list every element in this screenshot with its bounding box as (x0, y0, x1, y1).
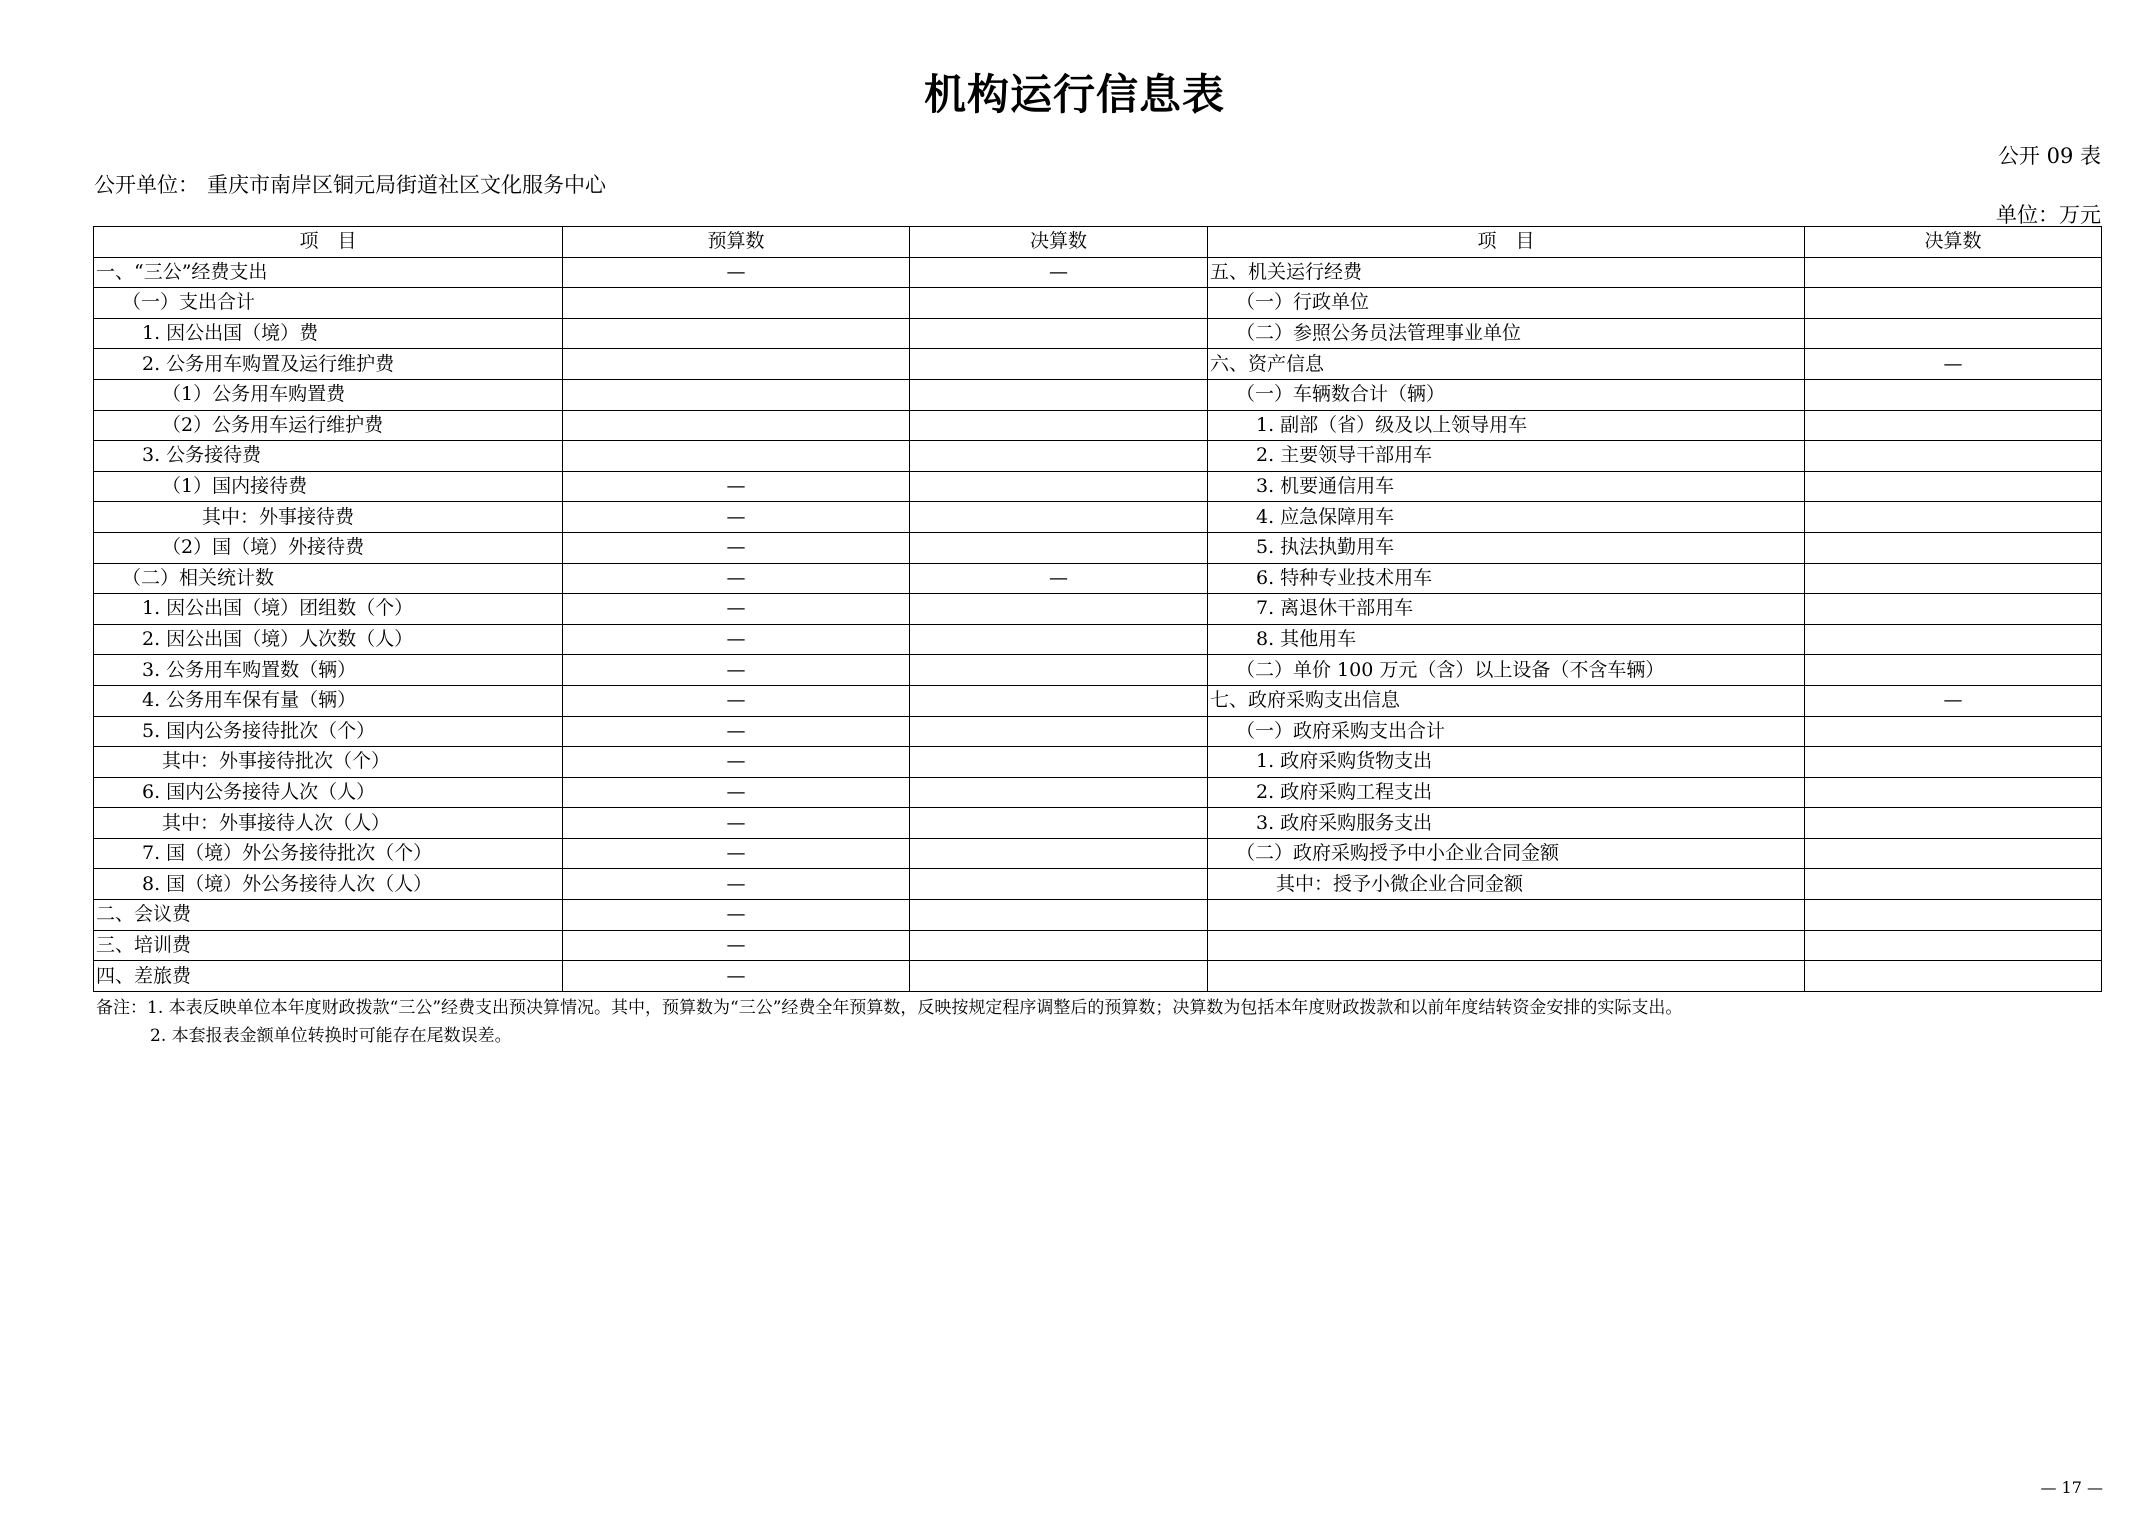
final-cell (910, 777, 1208, 808)
final-cell (910, 624, 1208, 655)
budget-cell (563, 410, 910, 441)
final-cell (910, 838, 1208, 869)
final-right-cell (1805, 288, 2102, 319)
item-left-cell: （二）相关统计数 (94, 563, 563, 594)
budget-cell (563, 441, 910, 472)
item-left-cell: 6. 国内公务接待人次（人） (94, 777, 563, 808)
item-left-cell: 1. 因公出国（境）团组数（个） (94, 594, 563, 625)
final-right-cell (1805, 900, 2102, 931)
table-row (94, 257, 2102, 288)
item-right-cell: 七、政府采购支出信息 (1208, 685, 1805, 716)
final-cell (910, 930, 1208, 961)
final-cell: — (910, 257, 1208, 288)
page-title: 机构运行信息表 (923, 70, 1225, 119)
final-right-cell (1805, 594, 2102, 625)
notes (96, 994, 1682, 1050)
table-row (94, 349, 2102, 380)
item-left-cell: 8. 国（境）外公务接待人次（人） (94, 869, 563, 900)
final-cell (910, 869, 1208, 900)
table-row (94, 655, 2102, 686)
final-right-cell (1805, 318, 2102, 349)
item-right-cell: （一）政府采购支出合计 (1208, 716, 1805, 747)
table-row (94, 900, 2102, 931)
budget-cell: — (563, 900, 910, 931)
item-right-cell: 3. 机要通信用车 (1208, 471, 1805, 502)
final-right-cell (1805, 655, 2102, 686)
final-right-cell (1805, 502, 2102, 533)
item-left-cell: 其中：外事接待批次（个） (94, 747, 563, 778)
final-right-cell (1805, 930, 2102, 961)
item-right-cell (1208, 961, 1805, 992)
item-right-cell: 6. 特种专业技术用车 (1208, 563, 1805, 594)
reporting-unit-name: 重庆市南岸区铜元局街道社区文化服务中心 (207, 173, 606, 197)
item-left-cell: 三、培训费 (94, 930, 563, 961)
budget-cell: — (563, 716, 910, 747)
final-cell: — (910, 563, 1208, 594)
form-number: 公开 09 表 (1997, 144, 2101, 168)
item-left-cell: （1）公务用车购置费 (94, 379, 563, 410)
budget-cell: — (563, 655, 910, 686)
item-left-cell: 其中：外事接待费 (94, 502, 563, 533)
item-left-cell: （1）国内接待费 (94, 471, 563, 502)
item-right-cell: （一）行政单位 (1208, 288, 1805, 319)
final-cell (910, 318, 1208, 349)
final-right-cell (1805, 869, 2102, 900)
final-cell (910, 747, 1208, 778)
budget-cell: — (563, 624, 910, 655)
budget-cell (563, 349, 910, 380)
table-row (94, 441, 2102, 472)
final-right-cell (1805, 257, 2102, 288)
budget-cell (563, 288, 910, 319)
budget-cell: — (563, 685, 910, 716)
table-row (94, 930, 2102, 961)
final-right-cell (1805, 716, 2102, 747)
item-right-cell: 4. 应急保障用车 (1208, 502, 1805, 533)
final-cell (910, 410, 1208, 441)
item-left-cell: 3. 公务接待费 (94, 441, 563, 472)
budget-cell: — (563, 777, 910, 808)
item-right-cell: 5. 执法执勤用车 (1208, 532, 1805, 563)
item-left-cell: 四、差旅费 (94, 961, 563, 992)
reporting-unit (94, 170, 614, 200)
final-cell (910, 716, 1208, 747)
final-cell (910, 502, 1208, 533)
item-right-cell: 8. 其他用车 (1208, 624, 1805, 655)
budget-cell: — (563, 502, 910, 533)
final-right-cell (1805, 777, 2102, 808)
final-cell (910, 349, 1208, 380)
final-right-cell: — (1805, 349, 2102, 380)
final-right-cell (1805, 563, 2102, 594)
note-2: 2. 本套报表金额单位转换时可能存在尾数误差。 (150, 1026, 512, 1046)
item-left-cell: 2. 公务用车购置及运行维护费 (94, 349, 563, 380)
budget-cell: — (563, 930, 910, 961)
table-row (94, 747, 2102, 778)
item-left-cell: 一、“三公”经费支出 (94, 257, 563, 288)
final-cell (910, 685, 1208, 716)
budget-cell: — (563, 563, 910, 594)
item-right-cell: （二）单价 100 万元（含）以上设备（不含车辆） (1208, 655, 1805, 686)
budget-cell: — (563, 747, 910, 778)
table-row (94, 563, 2102, 594)
header-final-right: 决算数 (1805, 227, 2102, 258)
item-right-cell: （一）车辆数合计（辆） (1208, 379, 1805, 410)
item-left-cell: 7. 国（境）外公务接待批次（个） (94, 838, 563, 869)
final-cell (910, 379, 1208, 410)
final-cell (910, 532, 1208, 563)
budget-cell: — (563, 594, 910, 625)
table-row (94, 318, 2102, 349)
item-right-cell (1208, 930, 1805, 961)
budget-cell: — (563, 257, 910, 288)
final-cell (910, 900, 1208, 931)
final-right-cell (1805, 532, 2102, 563)
page-number: — 17 — (2040, 1478, 2103, 1497)
item-left-cell: 3. 公务用车购置数（辆） (94, 655, 563, 686)
item-right-cell: 六、资产信息 (1208, 349, 1805, 380)
item-right-cell (1208, 900, 1805, 931)
item-right-cell: （二）政府采购授予中小企业合同金额 (1208, 838, 1805, 869)
final-cell (910, 471, 1208, 502)
item-right-cell: 1. 政府采购货物支出 (1208, 747, 1805, 778)
budget-cell: — (563, 869, 910, 900)
table-row (94, 379, 2102, 410)
item-right-cell: 五、机关运行经费 (1208, 257, 1805, 288)
table-row (94, 532, 2102, 563)
item-left-cell: （2）公务用车运行维护费 (94, 410, 563, 441)
table-row (94, 410, 2102, 441)
table-row (94, 716, 2102, 747)
table-row (94, 838, 2102, 869)
item-right-cell: 其中：授予小微企业合同金额 (1208, 869, 1805, 900)
table-row (94, 594, 2102, 625)
table-row (94, 471, 2102, 502)
table-row (94, 685, 2102, 716)
final-cell (910, 808, 1208, 839)
final-right-cell (1805, 808, 2102, 839)
header-item-right: 项 目 (1208, 227, 1805, 258)
final-right-cell (1805, 441, 2102, 472)
budget-cell: — (563, 532, 910, 563)
item-left-cell: 2. 因公出国（境）人次数（人） (94, 624, 563, 655)
money-unit: 单位：万元 (1996, 203, 2101, 227)
table-row (94, 869, 2102, 900)
budget-cell (563, 379, 910, 410)
final-cell (910, 594, 1208, 625)
budget-cell: — (563, 808, 910, 839)
final-right-cell (1805, 379, 2102, 410)
table-row (94, 808, 2102, 839)
header-item-left: 项 目 (94, 227, 563, 258)
budget-cell: — (563, 961, 910, 992)
table-row (94, 961, 2102, 992)
final-right-cell (1805, 624, 2102, 655)
table-header-row (94, 227, 2102, 258)
final-cell (910, 961, 1208, 992)
info-table (93, 226, 2102, 992)
note-1: 备注：1. 本表反映单位本年度财政拨款“三公”经费支出预决算情况。其中，预算数为“三公”经费全年预算数，反映按规定程序调整后的预算数；决算数为包括本年度财政拨款和以前年度结转资金安排的实际支出。 (96, 998, 1683, 1018)
final-right-cell (1805, 410, 2102, 441)
item-left-cell: 二、会议费 (94, 900, 563, 931)
final-cell (910, 655, 1208, 686)
final-right-cell (1805, 838, 2102, 869)
final-right-cell (1805, 961, 2102, 992)
reporting-unit-label: 公开单位： (94, 173, 199, 197)
budget-cell: — (563, 471, 910, 502)
item-left-cell: 5. 国内公务接待批次（个） (94, 716, 563, 747)
table-row (94, 502, 2102, 533)
table-row (94, 624, 2102, 655)
item-right-cell: 7. 离退休干部用车 (1208, 594, 1805, 625)
budget-cell: — (563, 838, 910, 869)
item-left-cell: 1. 因公出国（境）费 (94, 318, 563, 349)
final-right-cell (1805, 747, 2102, 778)
item-right-cell: 1. 副部（省）级及以上领导用车 (1208, 410, 1805, 441)
final-cell (910, 288, 1208, 319)
item-left-cell: 4. 公务用车保有量（辆） (94, 685, 563, 716)
final-right-cell (1805, 471, 2102, 502)
final-cell (910, 441, 1208, 472)
item-left-cell: （一）支出合计 (94, 288, 563, 319)
item-left-cell: 其中：外事接待人次（人） (94, 808, 563, 839)
final-right-cell: — (1805, 685, 2102, 716)
table-row (94, 777, 2102, 808)
header-final: 决算数 (910, 227, 1208, 258)
item-right-cell: 2. 政府采购工程支出 (1208, 777, 1805, 808)
budget-cell (563, 318, 910, 349)
item-left-cell: （2）国（境）外接待费 (94, 532, 563, 563)
header-budget: 预算数 (563, 227, 910, 258)
item-right-cell: 3. 政府采购服务支出 (1208, 808, 1805, 839)
item-right-cell: 2. 主要领导干部用车 (1208, 441, 1805, 472)
item-right-cell: （二）参照公务员法管理事业单位 (1208, 318, 1805, 349)
table-row (94, 288, 2102, 319)
